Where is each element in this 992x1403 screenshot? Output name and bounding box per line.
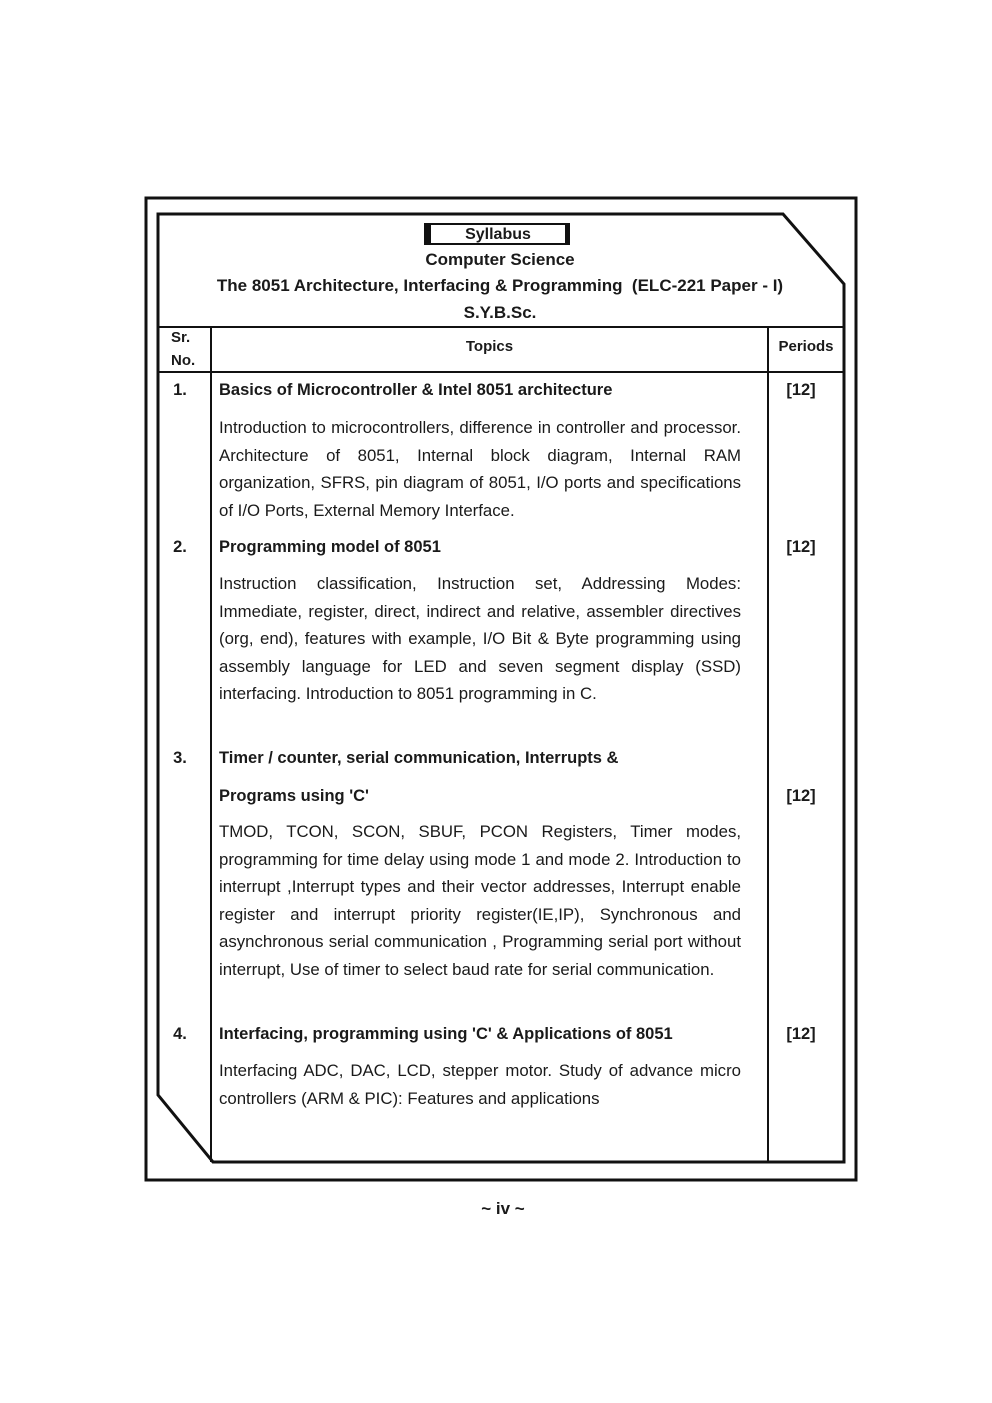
row-1-periods: [12] — [786, 381, 816, 399]
subject-title: Computer Science — [425, 250, 575, 269]
row-2-title: Programming model of 8051 — [219, 538, 441, 556]
column-header-no: No. — [171, 352, 196, 369]
column-header-topics: Topics — [465, 338, 514, 355]
page-number: ~ iv ~ — [481, 1199, 525, 1218]
row-3-title: Timer / counter, serial communication, Interrupts & — [219, 749, 619, 767]
row-2-periods: [12] — [786, 538, 816, 556]
column-header-periods: Periods — [778, 338, 834, 355]
row-3-description: TMOD, TCON, SCON, SBUF, PCON Registers, Timer modes, programming for time delay using mode 1 and mode 2. Introduction to interrupt ,Interrupt types and their vector addresses, Interrupt enable register and interrupt priority register(IE,IP), Synchronous and asynchronous serial communication , Programming serial port without interrupt, Use of timer to select baud rate for serial communication. — [219, 822, 741, 979]
row-4-title: Interfacing, programming using 'C' & Applications of 8051 — [219, 1025, 673, 1043]
row-2-description: Instruction classification, Instruction set, Addressing Modes: Immediate, register, direct, indirect and relative, assembler directives (org, end), features with example, I/O Bit & Byte programming using assembly language for LED and seven segment display (SSD) interfacing. Introduction to 8051 programming in C. — [219, 574, 741, 703]
row-4-number: 4. — [173, 1025, 187, 1043]
course-title: The 8051 Architecture, Interfacing & Programming (ELC-221 Paper - I) — [216, 276, 784, 295]
row-1-description: Introduction to microcontrollers, difference in controller and processor. Architecture of 8051, Internal block diagram, Internal RAM organization, SFRS, pin diagram of 8051, I/O ports and specifications of I/O Ports, External Memory Interface. — [219, 418, 741, 520]
row-4-description: Interfacing ADC, DAC, LCD, stepper motor. Study of advance micro controllers (ARM & PIC): Features and applications — [219, 1061, 741, 1108]
row-1-number: 1. — [173, 381, 187, 399]
row-2-number: 2. — [173, 538, 187, 556]
row-1-title: Basics of Microcontroller & Intel 8051 architecture — [219, 381, 613, 399]
syllabus-badge: Syllabus — [424, 223, 570, 245]
row-3-title-line2: Programs using 'C' — [219, 787, 369, 805]
column-header-sr: Sr. — [171, 329, 191, 346]
row-4-periods: [12] — [786, 1025, 816, 1043]
row-3-periods: [12] — [786, 787, 816, 805]
class-title: S.Y.B.Sc. — [463, 303, 537, 322]
row-3-number: 3. — [173, 749, 187, 767]
